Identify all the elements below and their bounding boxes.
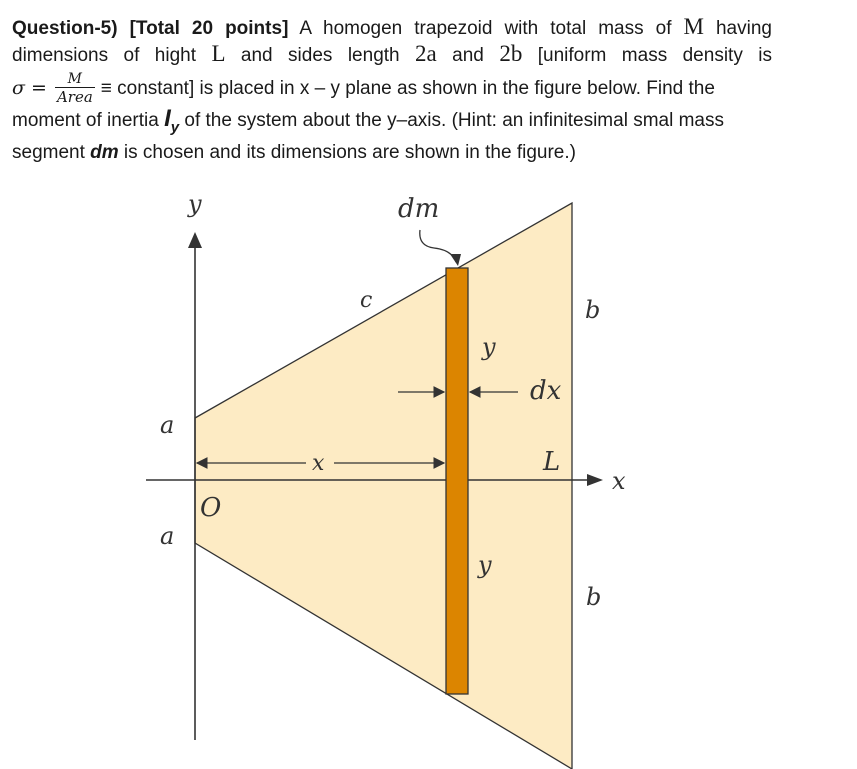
y-axis-arrow-icon	[188, 232, 202, 248]
dm-pointer-arrow	[420, 230, 456, 262]
side-b-bottom-label: b	[586, 583, 602, 611]
a-lower-label: a	[160, 522, 175, 550]
fraction-denominator: Area	[56, 87, 93, 106]
x-distance-label: x	[312, 451, 325, 476]
origin-label: O	[200, 493, 222, 523]
inertia-I: I	[164, 105, 171, 132]
side-c-label: c	[360, 288, 373, 313]
question-text-3: ≡ constant] is placed in x – y plane as shown in the figure below. Find the	[100, 77, 715, 99]
trapezoid-shape	[195, 203, 572, 769]
height-symbol: L	[211, 41, 226, 66]
length-L-label: L	[543, 447, 561, 477]
question-text-2b: and sides length	[225, 45, 416, 66]
x-axis-arrow-icon	[587, 474, 603, 486]
mass-strip	[446, 268, 468, 694]
x-axis-label: x	[612, 467, 626, 495]
side-b-top-label: b	[585, 296, 601, 324]
sigma-equals: σ =	[12, 76, 47, 99]
question-text-2a: dimensions of hight	[12, 45, 212, 66]
dx-label: dx	[530, 376, 562, 406]
question-text-4a: moment of inertia	[12, 110, 165, 131]
question-text-4b: of the system about the y–axis. (Hint: an infinitesimal smal mass	[179, 110, 724, 131]
question-text-1b: having	[703, 18, 772, 39]
question-text-2c: and	[436, 45, 500, 66]
inertia-subscript: y	[170, 118, 180, 136]
side-2a-symbol: 2a	[415, 41, 437, 66]
y-lower-label: y	[478, 551, 492, 579]
question-text-5b: is chosen and its dimensions are shown in the figure.)	[118, 141, 576, 163]
question-text-2d: [uniform mass density is	[522, 45, 772, 66]
side-2b-symbol: 2b	[499, 41, 523, 66]
fraction-numerator: M	[67, 70, 83, 87]
dm-label: dm	[398, 194, 440, 224]
y-upper-label: y	[482, 333, 496, 361]
y-axis-label: y	[188, 190, 202, 218]
question-label: Question-5) [Total 20 points]	[12, 18, 289, 39]
question-text-5a: segment	[12, 141, 91, 163]
mass-symbol: M	[683, 14, 704, 39]
dm-pointer-arrow-icon	[450, 254, 461, 266]
a-upper-label: a	[160, 411, 175, 439]
question-text-1: A homogen trapezoid with total mass of	[288, 18, 684, 39]
dm-text: dm	[90, 141, 119, 163]
